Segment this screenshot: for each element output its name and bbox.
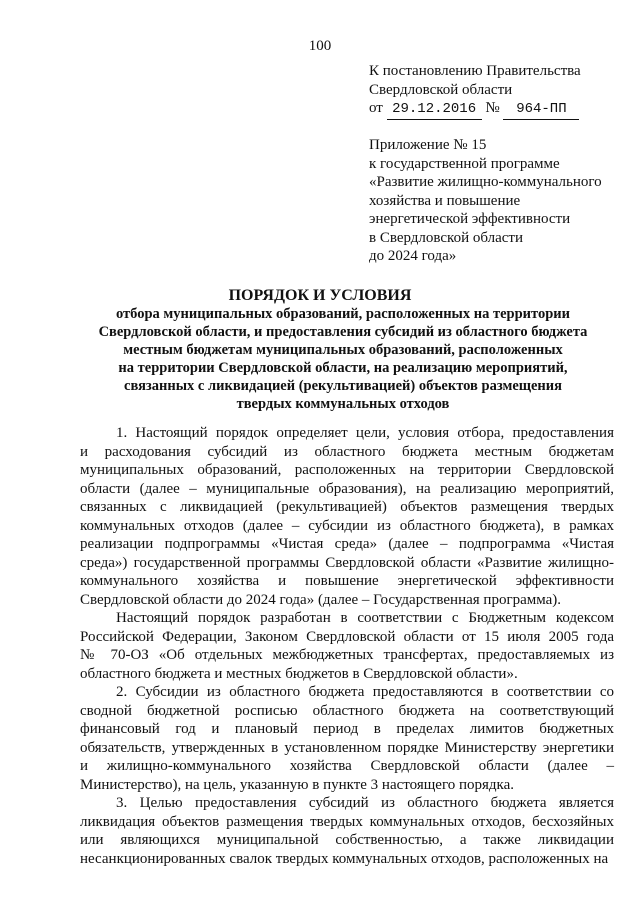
decree-number: 964-ПП [503,100,579,120]
paragraph-line: или являющихся муниципальной собственностью, а также ликвидации [80,832,614,848]
appendix-line: Приложение № 15 [369,137,487,153]
paragraph-line: Настоящий порядок разработан в соответствии с Бюджетным кодексом [116,610,614,626]
paragraph-line: связанных с ликвидацией (рекультивацией) объектов размещения твердых [80,499,614,515]
document-subtitle [70,305,616,413]
paragraph-line: области (далее – муниципальные образования), на реализацию мероприятий, [80,480,614,497]
appendix-line: к государственной программе [369,155,560,172]
subtitle-line: Свердловской области, и предоставления субсидий из областного бюджета [98,324,588,340]
paragraph-line: 1. Настоящий порядок определяет цели, условия отбора, предоставления [116,425,614,441]
decree-line-1: К постановлению Правительства [369,63,581,79]
paragraph-line: сводной бюджетной росписью областного бюджета на соответствующий [80,702,614,719]
subtitle-line: связанных с ликвидацией (рекультивацией) объектов размещения [124,378,562,394]
document-body [80,424,614,868]
subtitle-line: отбора муниципальных образований, расположенных на территории [116,306,570,322]
decree-line-2: Свердловской области [369,81,513,98]
paragraph-line: и расходования субсидий из областного бюджета местным бюджетам [80,443,614,460]
paragraph-line: Свердловской области до 2024 года» (далее – Государственная программа). [80,591,562,608]
appendix-line: «Развитие жилищно-коммунального [369,174,602,190]
paragraph-line: Министерство), на цель, указанную в пункте 3 настоящего порядка. [80,776,515,793]
paragraph-line: коммунальных отходов (далее – субсидии из областного бюджета), в рамках [80,517,614,534]
paragraph-line: обязательств, утвержденных в установленном порядке Министерству энергетики [80,739,614,756]
decree-date: 29.12.2016 [387,100,482,120]
paragraph-line: областного бюджета и местных бюджетов в Свердловской области». [80,665,518,682]
paragraph-line: несанкционированных свалок твердых коммунальных отходов, расположенных на [80,850,609,867]
subtitle-line: местным бюджетам муниципальных образований, расположенных [123,342,563,358]
body-paragraph [80,794,614,868]
paragraph-line: муниципальных образований, расположенных на территории Свердловской [80,462,614,478]
body-paragraph [80,683,614,794]
paragraph-line: Российской Федерации, Законом Свердловской области от 15 июля 2005 года [80,628,614,645]
subtitle-line: на территории Свердловской области, на реализацию мероприятий, [118,360,568,376]
paragraph-line: и жилищно-коммунального хозяйства Свердловской области (далее – [80,758,614,774]
paragraph-line: финансовый год и плановый период в пределах лимитов бюджетных [80,721,614,737]
appendix-line: хозяйства и повышение [369,192,521,209]
number-prefix: № [485,100,500,116]
page-number: 100 [308,38,332,54]
paragraph-line: среда») государственной программы Свердловской области «Развитие жилищно- [80,554,614,571]
body-paragraph [80,424,614,609]
appendix-line: энергетической эффективности [369,211,571,227]
paragraph-line: 3. Целью предоставления субсидий из областного бюджета является [116,795,614,811]
paragraph-line: № 70-ОЗ «Об отдельных межбюджетных трансфертах, предоставляемых из [80,647,614,663]
appendix-line: до 2024 года» [369,248,457,264]
paragraph-line: 2. Субсидии из областного бюджета предоставляются в соответствии со [116,684,614,700]
paragraph-line: ликвидация объектов размещения твердых коммунальных отходов, бесхозяйных [80,813,614,830]
decree-reference [369,62,629,120]
date-prefix: от [369,100,383,116]
paragraph-line: коммунального хозяйства и повышение энергетической эффективности [80,573,614,589]
document-title: ПОРЯДОК И УСЛОВИЯ [228,287,412,304]
appendix-header [369,136,631,266]
body-paragraph [80,609,614,683]
decree-date-line [369,99,629,120]
subtitle-line: твердых коммунальных отходов [236,396,450,412]
appendix-line: в Свердловской области [369,229,524,246]
paragraph-line: реализации подпрограммы «Чистая среда» (далее – подпрограмма «Чистая [80,536,614,552]
